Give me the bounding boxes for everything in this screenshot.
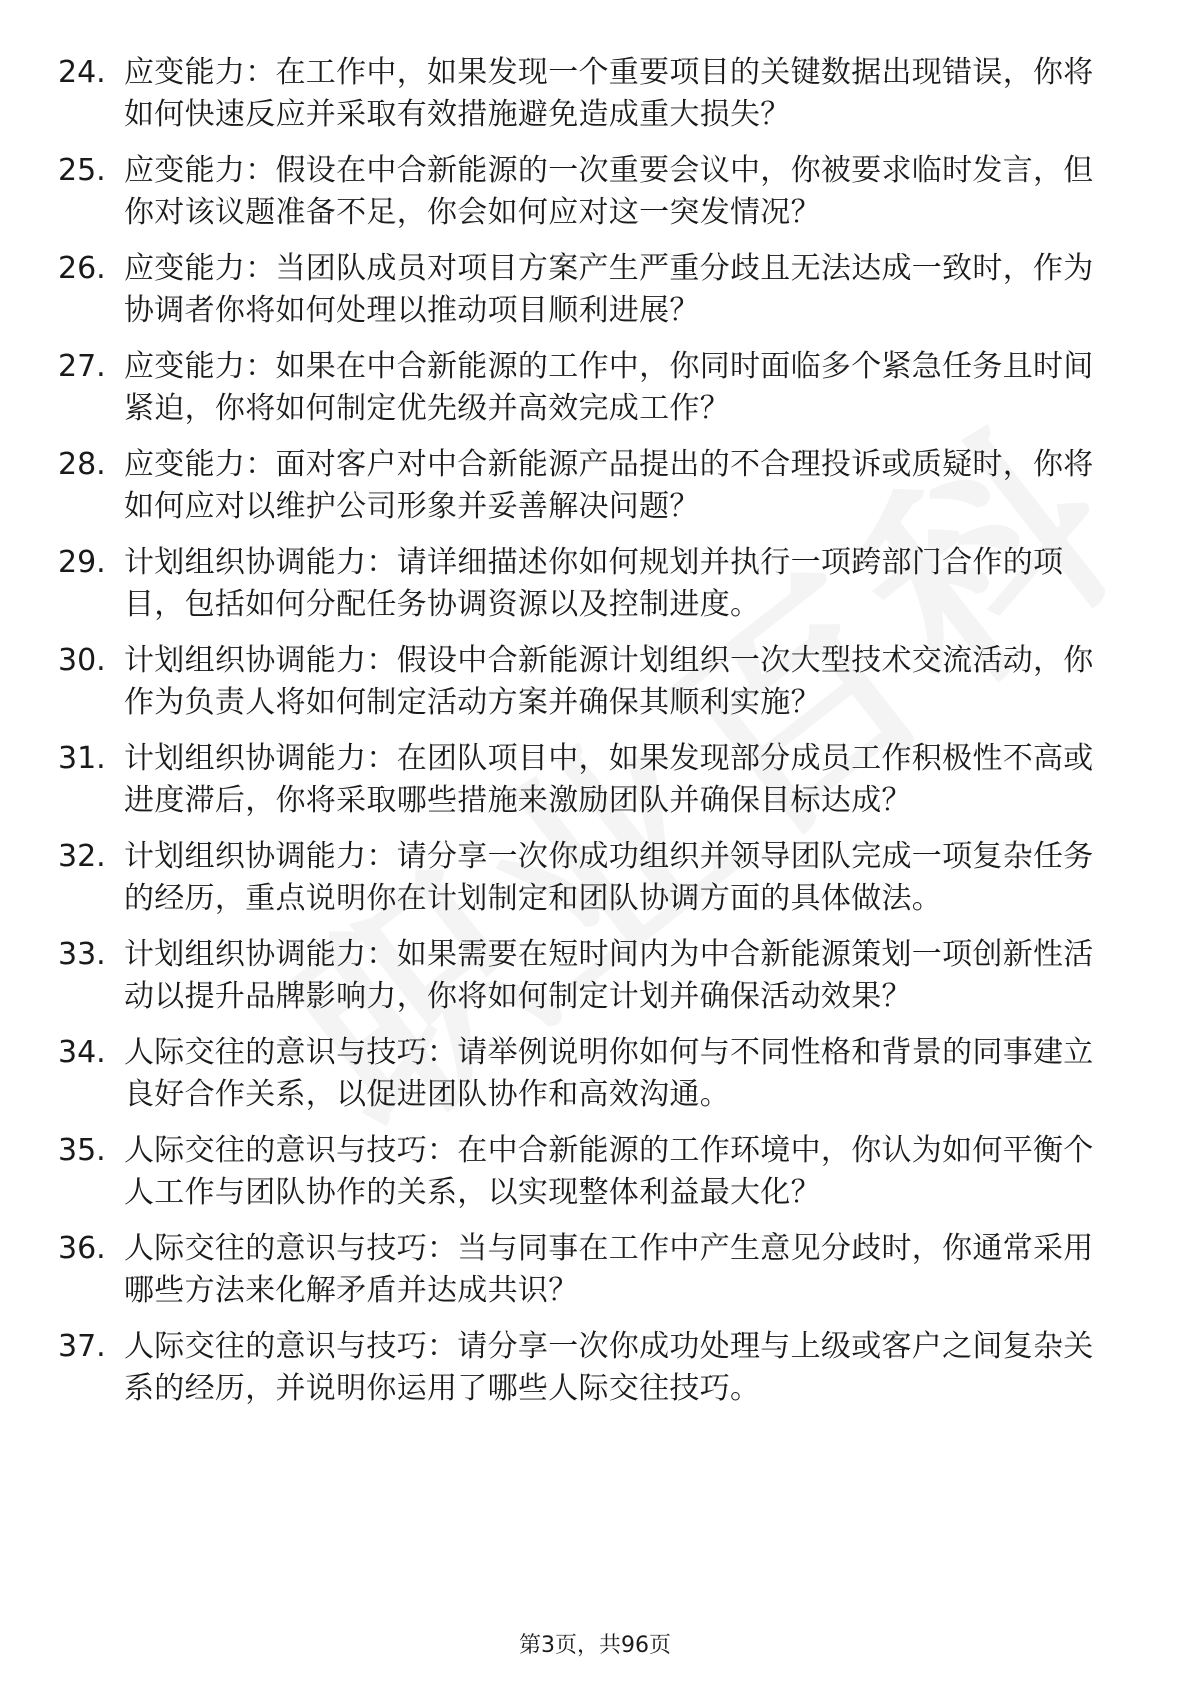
list-item	[58, 738, 1118, 822]
list-item	[58, 248, 1118, 332]
question-number: 32.	[58, 839, 106, 874]
question-number: 36.	[58, 1231, 106, 1266]
question-text: 计划组织协调能力：假设中合新能源计划组织一次大型技术交流活动，你作为负责人将如何制定活动方案并确保其顺利实施？	[124, 643, 1094, 720]
question-number: 30.	[58, 643, 106, 678]
question-text: 计划组织协调能力：请详细描述你如何规划并执行一项跨部门合作的项目，包括如何分配任务协调资源以及控制进度。	[124, 545, 1064, 622]
question-number: 37.	[58, 1329, 106, 1364]
question-text: 应变能力：如果在中合新能源的工作中，你同时面临多个紧急任务且时间紧迫，你将如何制定优先级并高效完成工作？	[124, 349, 1094, 426]
question-text: 应变能力：在工作中，如果发现一个重要项目的关键数据出现错误，你将如何快速反应并采取有效措施避免造成重大损失？	[124, 55, 1094, 132]
question-text: 计划组织协调能力：如果需要在短时间内为中合新能源策划一项创新性活动以提升品牌影响力，你将如何制定计划并确保活动效果？	[124, 937, 1094, 1014]
list-item	[58, 444, 1118, 528]
question-number: 33.	[58, 937, 106, 972]
question-text: 应变能力：面对客户对中合新能源产品提出的不合理投诉或质疑时，你将如何应对以维护公司形象并妥善解决问题？	[124, 447, 1094, 524]
list-item	[58, 1326, 1118, 1410]
list-item	[58, 1032, 1118, 1116]
question-text: 人际交往的意识与技巧：当与同事在工作中产生意见分歧时，你通常采用哪些方法来化解矛盾并达成共识？	[124, 1231, 1094, 1308]
list-item	[58, 150, 1118, 234]
question-number: 26.	[58, 251, 106, 286]
question-text: 应变能力：当团队成员对项目方案产生严重分歧且无法达成一致时，作为协调者你将如何处理以推动项目顺利进展？	[124, 251, 1094, 328]
question-text: 人际交往的意识与技巧：请举例说明你如何与不同性格和背景的同事建立良好合作关系，以促进团队协作和高效沟通。	[124, 1035, 1094, 1112]
question-text: 计划组织协调能力：请分享一次你成功组织并领导团队完成一项复杂任务的经历，重点说明你在计划制定和团队协调方面的具体做法。	[124, 839, 1094, 916]
list-item	[58, 1130, 1118, 1214]
question-number: 31.	[58, 741, 106, 776]
question-number: 24.	[58, 55, 106, 90]
list-item	[58, 934, 1118, 1018]
list-item	[58, 836, 1118, 920]
question-number: 28.	[58, 447, 106, 482]
page-footer: 第3页，共96页	[519, 1633, 671, 1658]
question-text: 人际交往的意识与技巧：请分享一次你成功处理与上级或客户之间复杂关系的经历，并说明你运用了哪些人际交往技巧。	[124, 1329, 1094, 1406]
question-number: 27.	[58, 349, 106, 384]
question-list	[58, 52, 1118, 1424]
question-number: 29.	[58, 545, 106, 580]
question-text: 人际交往的意识与技巧：在中合新能源的工作环境中，你认为如何平衡个人工作与团队协作的关系，以实现整体利益最大化？	[124, 1133, 1094, 1210]
question-number: 35.	[58, 1133, 106, 1168]
list-item	[58, 1228, 1118, 1312]
list-item	[58, 52, 1118, 136]
list-item	[58, 640, 1118, 724]
list-item	[58, 346, 1118, 430]
question-text: 应变能力：假设在中合新能源的一次重要会议中，你被要求临时发言，但你对该议题准备不足，你会如何应对这一突发情况？	[124, 153, 1094, 230]
question-number: 34.	[58, 1035, 106, 1070]
question-number: 25.	[58, 153, 106, 188]
question-text: 计划组织协调能力：在团队项目中，如果发现部分成员工作积极性不高或进度滞后，你将采取哪些措施来激励团队并确保目标达成？	[124, 741, 1094, 818]
list-item	[58, 542, 1118, 626]
